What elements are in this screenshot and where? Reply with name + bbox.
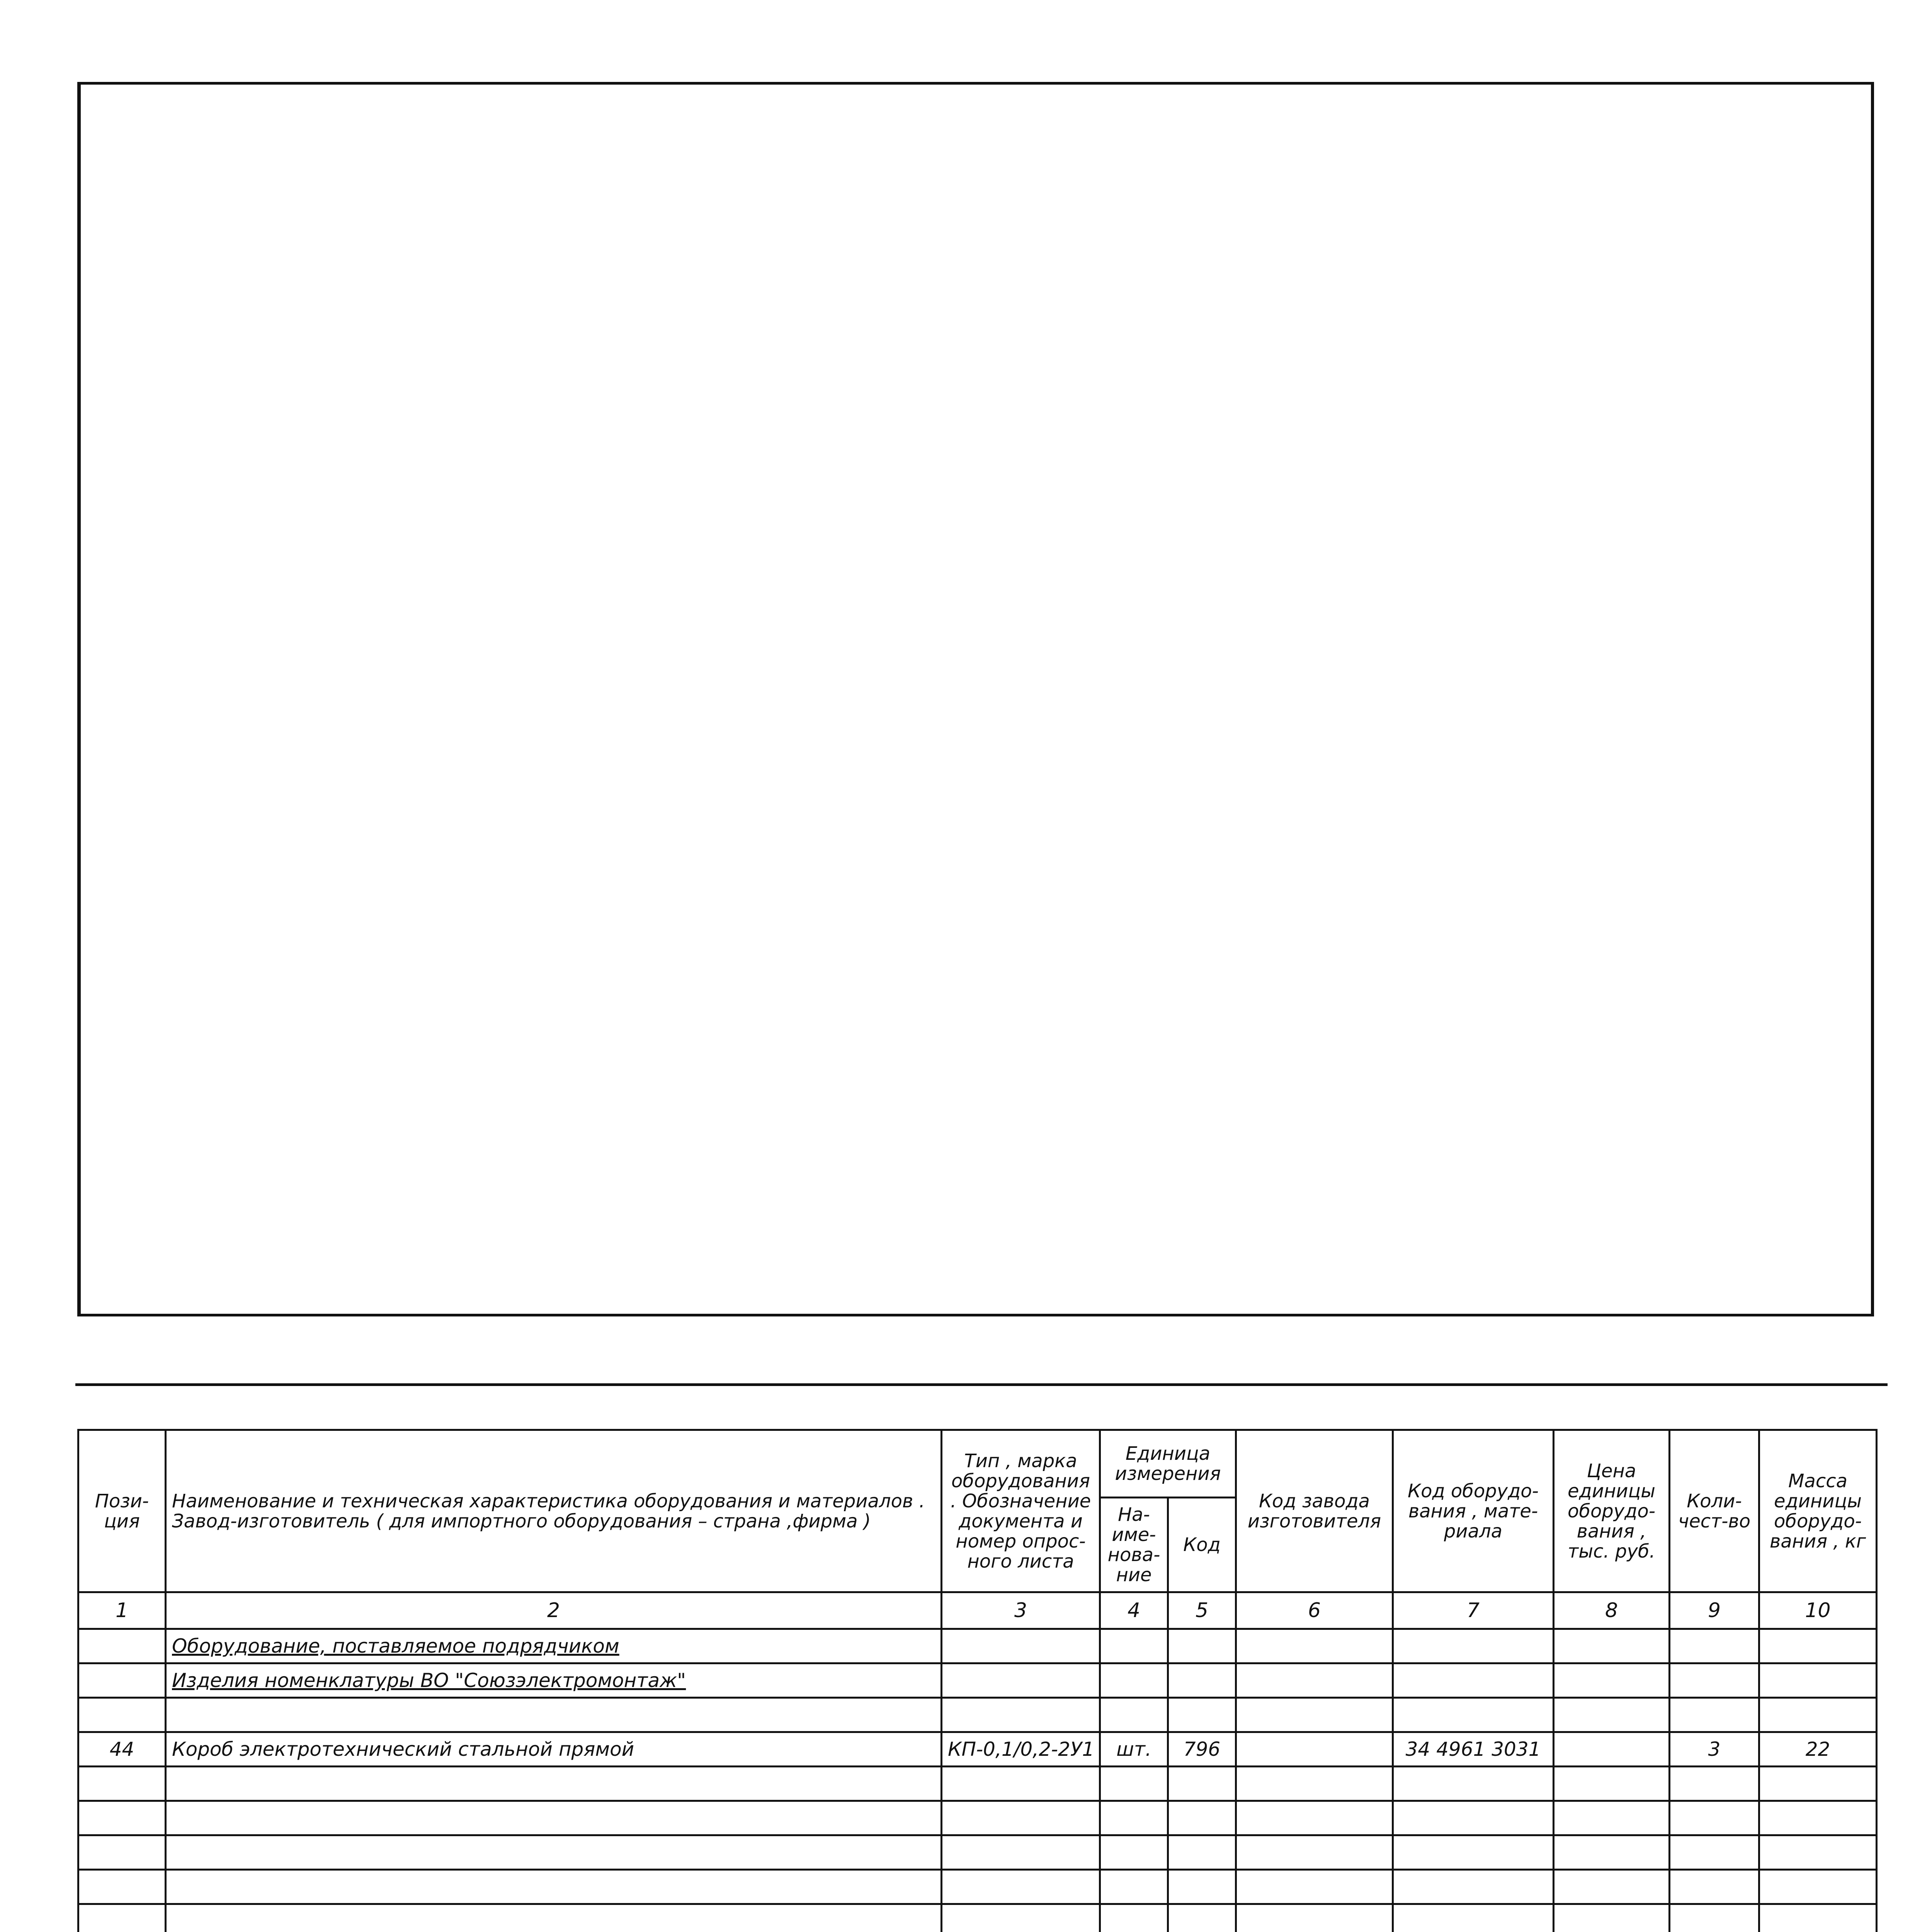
cell-type: КП-0,1/0,2-2У1	[942, 1732, 1100, 1767]
empty-cell	[1554, 1835, 1670, 1870]
empty-cell	[1393, 1767, 1554, 1801]
empty-cell	[1759, 1870, 1877, 1904]
empty-cell	[78, 1904, 166, 1932]
empty-cell	[942, 1801, 1100, 1835]
column-number: 9	[1670, 1592, 1759, 1629]
empty-cell	[1759, 1904, 1877, 1932]
empty-cell	[1670, 1904, 1759, 1932]
empty-cell	[942, 1904, 1100, 1932]
empty-cell	[1759, 1801, 1877, 1835]
header-unit-group: Единица измерения	[1100, 1430, 1236, 1498]
table-row	[78, 1767, 1877, 1801]
column-number: 3	[942, 1592, 1100, 1629]
empty-cell	[942, 1767, 1100, 1801]
empty-cell	[1236, 1767, 1393, 1801]
column-number: 7	[1393, 1592, 1554, 1629]
table-row	[78, 1698, 1877, 1732]
empty-cell	[78, 1801, 166, 1835]
empty-cell	[1393, 1870, 1554, 1904]
table-row	[78, 1732, 1877, 1767]
empty-cell	[1670, 1767, 1759, 1801]
header-type: Тип , марка оборудования . Обозначение документа и номер опрос-ного листа	[942, 1430, 1100, 1592]
empty-cell	[1554, 1904, 1670, 1932]
header-row	[78, 1430, 1877, 1498]
header-name: Наименование и техническая характеристика оборудования и материалов . Завод-изготовитель ( для импортного оборудования – страна ,фирма )	[166, 1430, 942, 1592]
column-number: 1	[78, 1592, 166, 1629]
cell-quantity: 3	[1670, 1732, 1759, 1767]
cell-unit-name: шт.	[1100, 1732, 1168, 1767]
empty-cell	[78, 1870, 166, 1904]
header-unit-code: Код	[1168, 1498, 1236, 1592]
empty-cell	[1168, 1870, 1236, 1904]
header-price: Цена единицы оборудо-вания , тыс. руб.	[1554, 1430, 1670, 1592]
empty-cell	[166, 1767, 942, 1801]
empty-cell	[1554, 1767, 1670, 1801]
upper-blank-frame	[77, 82, 1874, 1316]
empty-cell	[1168, 1904, 1236, 1932]
table-row	[78, 1663, 1877, 1698]
empty-cell	[1670, 1801, 1759, 1835]
empty-cell	[1100, 1904, 1168, 1932]
empty-cell	[1168, 1767, 1236, 1801]
empty-cell	[1100, 1801, 1168, 1835]
empty-cell	[1554, 1801, 1670, 1835]
cell-mass: 22	[1759, 1732, 1877, 1767]
cell-unit-code: 796	[1168, 1732, 1236, 1767]
header-mass: Масса единицы оборудо-вания , кг	[1759, 1430, 1877, 1592]
empty-cell	[1168, 1801, 1236, 1835]
table-row	[78, 1835, 1877, 1870]
empty-cell	[1168, 1835, 1236, 1870]
empty-cell	[942, 1835, 1100, 1870]
empty-cell	[1554, 1870, 1670, 1904]
empty-cell	[1670, 1870, 1759, 1904]
column-number: 10	[1759, 1592, 1877, 1629]
cell-position: 44	[78, 1732, 166, 1767]
column-number: 8	[1554, 1592, 1670, 1629]
empty-cell	[1236, 1904, 1393, 1932]
empty-cell	[1759, 1767, 1877, 1801]
empty-cell	[1100, 1767, 1168, 1801]
empty-cell	[166, 1835, 942, 1870]
empty-cell	[1100, 1835, 1168, 1870]
header-position: Пози-ция	[78, 1430, 166, 1592]
specification-table	[77, 1429, 1878, 1932]
separator-line	[75, 1383, 1888, 1386]
empty-cell	[1236, 1801, 1393, 1835]
column-number: 4	[1100, 1592, 1168, 1629]
empty-cell	[1393, 1835, 1554, 1870]
section-heading: Оборудование, поставляемое подрядчиком	[172, 1635, 619, 1657]
empty-cell	[166, 1904, 942, 1932]
cell-name: Короб электротехнический стальной прямой	[166, 1732, 942, 1767]
empty-cell	[1100, 1870, 1168, 1904]
empty-cell	[1236, 1870, 1393, 1904]
empty-cell	[1670, 1835, 1759, 1870]
header-unit-name: На-име-нова-ние	[1100, 1498, 1168, 1592]
cell-factory-code	[1236, 1732, 1393, 1767]
header-equipment-code: Код оборудо-вания , мате-риала	[1393, 1430, 1554, 1592]
cell-price	[1554, 1732, 1670, 1767]
empty-cell	[1759, 1835, 1877, 1870]
empty-cell	[166, 1870, 942, 1904]
cell-equipment-code: 34 4961 3031	[1393, 1732, 1554, 1767]
empty-cell	[942, 1870, 1100, 1904]
empty-cell	[78, 1835, 166, 1870]
empty-cell	[1393, 1904, 1554, 1932]
column-number: 5	[1168, 1592, 1236, 1629]
empty-cell	[166, 1801, 942, 1835]
table-row	[78, 1801, 1877, 1835]
empty-cell	[1236, 1835, 1393, 1870]
empty-cell	[78, 1767, 166, 1801]
header-quantity: Коли-чест-во	[1670, 1430, 1759, 1592]
empty-cell	[1393, 1801, 1554, 1835]
table-row	[78, 1629, 1877, 1663]
empty-rows-body	[78, 1767, 1877, 1932]
table-row	[78, 1870, 1877, 1904]
column-numbers-row	[78, 1592, 1877, 1629]
column-number: 2	[166, 1592, 942, 1629]
table-row	[78, 1904, 1877, 1932]
section-subheading: Изделия номенклатуры ВО "Союзэлектромонтаж"	[172, 1669, 686, 1692]
column-number: 6	[1236, 1592, 1393, 1629]
header-factory-code: Код завода изготовителя	[1236, 1430, 1393, 1592]
